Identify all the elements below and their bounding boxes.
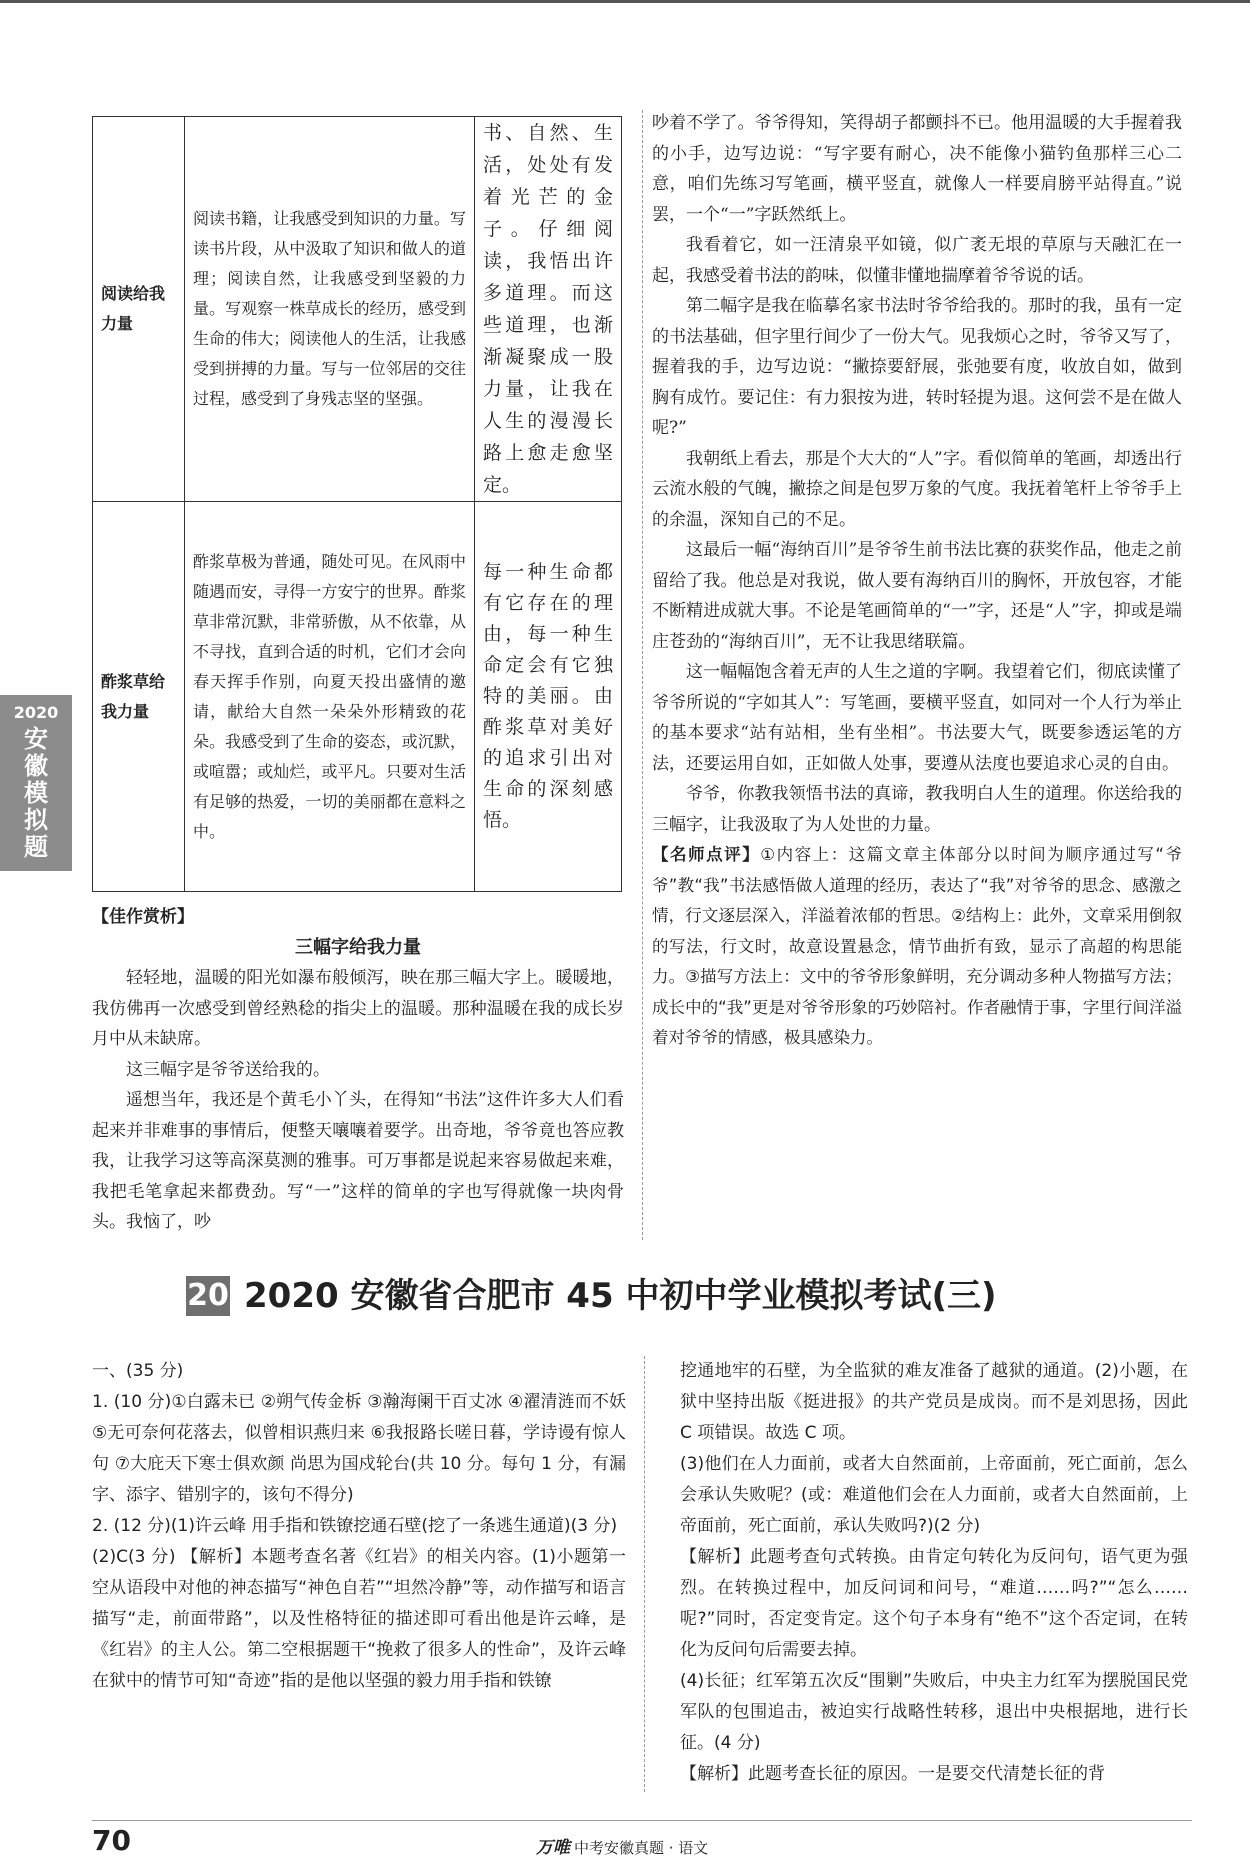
teacher-comment: [652, 840, 1182, 1054]
essay-paragraph: 我朝纸上看去，那是个大大的“人”字。看似简单的笔画，却透出行云流水般的气魄，撇捺之间是包罗万象的气度。我抚着笔杆上爷爷手上的余温，深知自己的不足。: [652, 448, 1182, 530]
page-number: 70: [92, 1824, 131, 1857]
footer-rule: [92, 1820, 1192, 1821]
table-row: [93, 117, 622, 502]
answer-item: 【解析】此题考查句式转换。由肯定句转化为反问句，语气更为强烈。在转换过程中，加反问词和问号，“难道……吗?”“怎么……呢?”同时，否定变肯定。这个句子本身有“绝不”这个否定词，在转化为反问句后需要去掉。: [680, 1547, 1188, 1660]
essay-paragraph: 我看着它，如一汪清泉平如镜，似广袤无垠的草原与天融汇在一起，我感受着书法的韵味，似懂非懂地揣摩着爷爷说的话。: [652, 235, 1182, 286]
side-tab: [0, 695, 72, 871]
essay-right-column: [652, 108, 1182, 1054]
answers-divider: [644, 1356, 645, 1792]
table-row-label: 阅读给我力量: [93, 117, 185, 502]
table-row: [93, 502, 622, 892]
exam-number-badge: 20: [186, 1276, 230, 1316]
answer-item: (3)他们在人力面前，或者大自然面前，上帝面前，死亡面前，怎么会承认失败呢？(或：难道他们会在人力面前，或者大自然面前，上帝面前，死亡面前，承认失败吗?)(2 分): [680, 1454, 1188, 1536]
table-row-content: 酢浆草极为普通，随处可见。在风雨中随遇而安，寻得一方安宁的世界。酢浆草非常沉默，非常骄傲，从不依靠，从不寻找，直到合适的时机，它们才会向春天挥手作别，向夏天投出盛情的邀请，献给大自然一朵朵外形精致的花朵。我感受到了生命的姿态，或沉默，或喧嚣；或灿烂，或平凡。只要对生活有足够的热爱，一切的美丽都在意料之中。: [185, 502, 475, 892]
table-row-label: 酢浆草给我力量: [93, 502, 185, 892]
essay-paragraph: 轻轻地，温暖的阳光如瀑布般倾泻，映在那三幅大字上。暖暖地，我仿佛再一次感受到曾经熟稔的指尖上的温暖。那种温暖在我的成长岁月中从未缺席。: [92, 968, 624, 1049]
essay-paragraph: 这最后一幅“海纳百川”是爷爷生前书法比赛的获奖作品，他走之前留给了我。他总是对我说，做人要有海纳百川的胸怀，开放包容，才能不断精进成就大事。不论是笔画简单的“一”字，还是“人”字，抑或是端庄苍劲的“海纳百川”，无不让我思绪联篇。: [652, 540, 1182, 652]
answer-item: 【解析】此题考查长征的原因。一是要交代清楚长征的背: [680, 1764, 1105, 1784]
reading-table: [92, 116, 622, 892]
essay-left-column: [92, 902, 624, 1238]
book-title: 中考安徽真题 · 语文: [574, 1839, 709, 1857]
exam-title: 2020 安徽省合肥市 45 中初中学业模拟考试(三): [244, 1276, 997, 1316]
teacher-comment-tag: 【名师点评】: [652, 845, 761, 864]
side-tab-year: 2020: [13, 703, 59, 722]
essay-paragraph: 这三幅字是爷爷送给我的。: [126, 1059, 330, 1080]
footer-book: [536, 1833, 708, 1858]
table-row-content: 阅读书籍，让我感受到知识的力量。写读书片段，从中汲取了知识和做人的道理；阅读自然，让我感受到坚毅的力量。写观察一株草成长的经历，感受到生命的伟大；阅读他人的生活，让我感受到拼搏的力量。写与一位邻居的交往过程，感受到了身残志坚的坚强。: [185, 117, 475, 502]
answer-item: (2)C(3 分) 【解析】本题考查名著《红岩》的相关内容。(1)小题第一空从语段中对他的神态描写“神色自若”“坦然冷静”等，动作描写和语言描写“走，前面带路”，以及性格特征的描述即可看出他是许云峰，是《红岩》的主人公。第二空根据题干“挽救了很多人的性命”，及许云峰在狱中的情节可知“奇迹”指的是他以坚强的毅力用手指和铁镣: [92, 1547, 626, 1691]
essay-paragraph: 遥想当年，我还是个黄毛小丫头，在得知“书法”这件许多大人们看起来并非难事的事情后，便整天嚷嚷着要学。出奇地，爷爷竟也答应教我，让我学习这等高深莫测的雅事。可万事都是说起来容易做起来难，我把毛笔拿起来都费劲。写“一”这样的简单的字也写得就像一块肉骨头。我恼了，吵: [92, 1090, 624, 1232]
brand-logo: 万唯: [536, 1838, 570, 1858]
essay-section-tag: 【佳作赏析】: [92, 907, 194, 927]
table-row-insight: 每一种生命都有它存在的理由，每一种生命定会有它独特的美丽。由酢浆草对美好的追求引出对生命的深刻感悟。: [475, 502, 622, 892]
teacher-comment-text: ①内容上：这篇文章主体部分以时间为顺序通过写“爷爷”教“我”书法感悟做人道理的经历，表达了“我”对爷爷的思念、感激之情，行文逐层深入，洋溢着浓郁的哲思。②结构上：此外，文章采用倒叙的写法，行文时，故意设置悬念，情节曲折有致，显示了高超的构思能力。③描写方法上：文中的爷爷形象鲜明，充分调动多种人物描写方法；成长中的“我”更是对爷爷形象的巧妙陪衬。作者融情于事，字里行间洋溢着对爷爷的情感，极具感染力。: [652, 845, 1183, 1047]
answers-right-column: [680, 1356, 1188, 1790]
answer-item: 一、(35 分): [92, 1361, 184, 1381]
column-divider: [642, 110, 643, 1240]
essay-paragraph: 这一幅幅饱含着无声的人生之道的字啊。我望着它们，彻底读懂了爷爷所说的“字如其人”：写笔画，要横平竖直，如同对一个人行为举止的基本要求“站有站相，坐有坐相”。书法要大气，既要参透运笔的方法，还要运用自如，正如做人处事，要遵从法度也要追求心灵的自由。: [652, 662, 1182, 774]
essay-paragraph: 第二幅字是我在临摹名家书法时爷爷给我的。那时的我，虽有一定的书法基础，但字里行间少了一份大气。见我烦心之时，爷爷又写了，握着我的手，边写边说：“撇捺要舒展，张弛要有度，收放自如，做到胸有成竹。要记住：有力狠按为进，转时轻提为退。这何尝不是在做人呢?”: [652, 296, 1182, 438]
side-tab-title: 安徽模拟题: [24, 725, 48, 861]
top-rule: [0, 0, 1250, 3]
answer-item: 1. (10 分)①白露未已 ②朔气传金柝 ③瀚海阑干百丈冰 ④濯清涟而不妖 ⑤无可奈何花落去，似曾相识燕归来 ⑥我报路长嗟日暮，学诗谩有惊人句 ⑦大庇天下寒士俱欢颜 尚思为国戍轮台(共 10 分。每句 1 分，有漏字、添字、错别字的，该句不得分): [92, 1392, 626, 1505]
answer-item: 2. (12 分)(1)许云峰 用手指和铁镣挖通石壁(挖了一条逃生通道)(3 分): [92, 1516, 618, 1536]
essay-paragraph: 吵着不学了。爷爷得知，笑得胡子都颤抖不已。他用温暖的大手握着我的小手，边写边说：“写字要有耐心，决不能像小猫钓鱼那样三心二意，咱们先练习写笔画，横平竖直，就像人一样要肩膀平站得直。”说罢，一个“一”字跃然纸上。: [652, 113, 1182, 225]
table-row-insight: 书、自然、生活，处处有发着光芒的金子。仔细阅读，我悟出许多道理。而这些道理，也渐渐凝聚成一股力量，让我在人生的漫漫长路上愈走愈坚定。: [475, 117, 622, 502]
answer-item: 挖通地牢的石壁，为全监狱的难友准备了越狱的通道。(2)小题，在狱中坚持出版《挺进报》的共产党员是成岗。而不是刘思扬，因此 C 项错误。故选 C 项。: [680, 1361, 1188, 1443]
answer-item: (4)长征；红军第五次反“围剿”失败后，中央主力红军为摆脱国民党军队的包围追击，被迫实行战略性转移，退出中央根据地，进行长征。(4 分): [680, 1671, 1188, 1753]
essay-title: 三幅字给我力量: [295, 936, 421, 958]
answers-left-column: [92, 1356, 626, 1697]
essay-paragraph: 爷爷，你教我领悟书法的真谛，教我明白人生的道理。你送给我的三幅字，让我汲取了为人处世的力量。: [652, 784, 1182, 835]
